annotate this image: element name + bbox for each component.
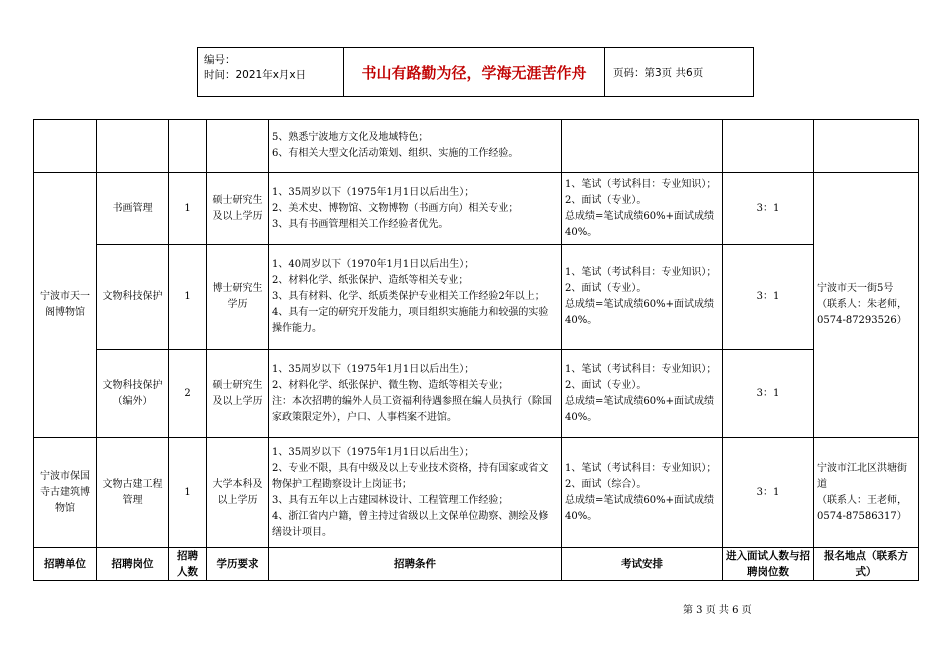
- edu-cell: 硕士研究生及以上学历: [207, 173, 269, 245]
- table-row: [34, 350, 919, 438]
- condition-line: 注：本次招聘的编外人员工资福利待遇参照在编人员执行（除国家政策限定外），户口、人事档案不进馆。: [272, 395, 552, 423]
- count-cell: 1: [169, 173, 207, 245]
- exam-line: 总成绩=笔试成绩60%+面试成绩40%。: [565, 494, 714, 522]
- header-edu: 学历要求: [207, 548, 269, 581]
- exam-line: 总成绩=笔试成绩60%+面试成绩40%。: [565, 395, 714, 423]
- header-unit: 招聘单位: [34, 548, 97, 581]
- condition-line: 2、专业不限，具有中级及以上专业技术资格，持有国家或省文物保护工程勘察设计上岗证书；: [272, 462, 549, 490]
- header-post: 招聘岗位: [97, 548, 169, 581]
- header-count: 招聘人数: [169, 548, 207, 581]
- condition-line: 1、40周岁以下（1970年1月1日以后出生）；: [272, 259, 475, 270]
- table-cell: [97, 120, 169, 173]
- edu-cell: 大学本科及以上学历: [207, 438, 269, 548]
- count-cell: 1: [169, 438, 207, 548]
- edu-cell: 博士研究生学历: [207, 245, 269, 350]
- location-line: 宁波市天一街5号: [817, 283, 894, 294]
- table-header-row: [34, 548, 919, 581]
- condition-line: 3、具有书画管理相关工作经验者优先。: [272, 218, 449, 230]
- table-row: [34, 245, 919, 350]
- location-line: 宁波市江北区洪塘街道: [817, 462, 907, 490]
- motto: 书山有路勤为径，学海无涯苦作舟: [344, 48, 605, 96]
- ratio-cell: 3：1: [723, 173, 814, 245]
- post-cell: 文物科技保护: [97, 245, 169, 350]
- unit-name: 宁波市天一阁博物馆: [40, 291, 90, 318]
- ratio-cell: 3：1: [723, 245, 814, 350]
- condition-line: 2、美术史、博物馆、文物博物（书画方向）相关专业；: [272, 202, 519, 214]
- exam-line: 总成绩=笔试成绩60%+面试成绩40%。: [565, 210, 714, 238]
- page-header: [197, 47, 754, 97]
- conditions-cell: [269, 245, 562, 350]
- count-cell: 2: [169, 350, 207, 438]
- exam-cell: [562, 245, 723, 350]
- header-location: 报名地点（联系方式）: [814, 548, 919, 581]
- condition-line: 3、具有五年以上古建园林设计、工程管理工作经验；: [272, 494, 509, 506]
- table-cell: [34, 120, 97, 173]
- edu-cell: 硕士研究生及以上学历: [207, 350, 269, 438]
- table-row: [34, 120, 919, 173]
- ratio-cell: 3：1: [723, 350, 814, 438]
- condition-line: 6、有相关大型文化活动策划、组织、实施的工作经验。: [272, 148, 519, 159]
- exam-line: 1、笔试（考试科目：专业知识）；2、面试（综合）。: [565, 462, 717, 490]
- page-footer: 第 3 页 共 6 页: [683, 605, 752, 616]
- header-conditions: 招聘条件: [269, 548, 562, 581]
- conditions-cell: [269, 120, 562, 173]
- unit-cell: 宁波市保国寺古建筑博物馆: [34, 438, 97, 548]
- table-cell: [562, 120, 723, 173]
- count-cell: 1: [169, 245, 207, 350]
- table-cell: [169, 120, 207, 173]
- page-label: 页码：第3页 共6页: [613, 66, 704, 79]
- post-cell: 文物古建工程管理: [97, 438, 169, 548]
- condition-line: 1、35周岁以下（1975年1月1日以后出生）；: [272, 186, 475, 198]
- location-cell: [814, 173, 919, 438]
- conditions-cell: [269, 173, 562, 245]
- condition-line: 4、具有一定的研究开发能力，项目组织实施能力和较强的实验操作能力。: [272, 307, 549, 334]
- condition-line: 1、35周岁以下（1975年1月1日以后出生）；: [272, 446, 475, 458]
- exam-line: 总成绩=笔试成绩60%+面试成绩40%。: [565, 299, 714, 326]
- condition-line: 2、材料化学、纸张保护、造纸等相关专业；: [272, 275, 469, 286]
- recruitment-table: [33, 119, 919, 581]
- table-row: [34, 173, 919, 245]
- table-cell: [723, 120, 814, 173]
- exam-cell: [562, 350, 723, 438]
- condition-line: 5、熟悉宁波地方文化及地域特色；: [272, 132, 429, 143]
- location-line: （联系人：王老师，0574-87586317）: [817, 494, 907, 522]
- post-cell: 文物科技保护（编外）: [97, 350, 169, 438]
- location-line: （联系人：朱老师，0574-87293526）: [817, 299, 907, 326]
- exam-line: 1、笔试（考试科目：专业知识）；2、面试（专业）。: [565, 267, 717, 294]
- condition-line: 1、35周岁以下（1975年1月1日以后出生）；: [272, 363, 475, 375]
- unit-cell: [34, 173, 97, 438]
- header-ratio: 进入面试人数与招聘岗位数: [723, 548, 814, 581]
- header-meta: [198, 48, 344, 96]
- condition-line: 3、具有材料、化学、纸质类保护专业相关工作经验2年以上；: [272, 291, 545, 302]
- condition-line: 4、浙江省内户籍，曾主持过省级以上文保单位勘察、测绘及修缮设计项目。: [272, 510, 549, 538]
- number-label: 编号：: [204, 54, 236, 66]
- exam-cell: [562, 438, 723, 548]
- time-label: 时间：2021年x月x日: [204, 69, 307, 81]
- ratio-cell: 3：1: [723, 438, 814, 548]
- conditions-cell: [269, 438, 562, 548]
- conditions-cell: [269, 350, 562, 438]
- header-exam: 考试安排: [562, 548, 723, 581]
- post-cell: 书画管理: [97, 173, 169, 245]
- table-cell: [207, 120, 269, 173]
- table-row: [34, 438, 919, 548]
- exam-line: 1、笔试（考试科目：专业知识）；2、面试（专业）。: [565, 178, 717, 206]
- location-cell: [814, 438, 919, 548]
- exam-cell: [562, 173, 723, 245]
- condition-line: 2、材料化学、纸张保护、微生物、造纸等相关专业；: [272, 379, 509, 391]
- exam-line: 1、笔试（考试科目：专业知识）；2、面试（专业）。: [565, 363, 717, 391]
- table-cell: [814, 120, 919, 173]
